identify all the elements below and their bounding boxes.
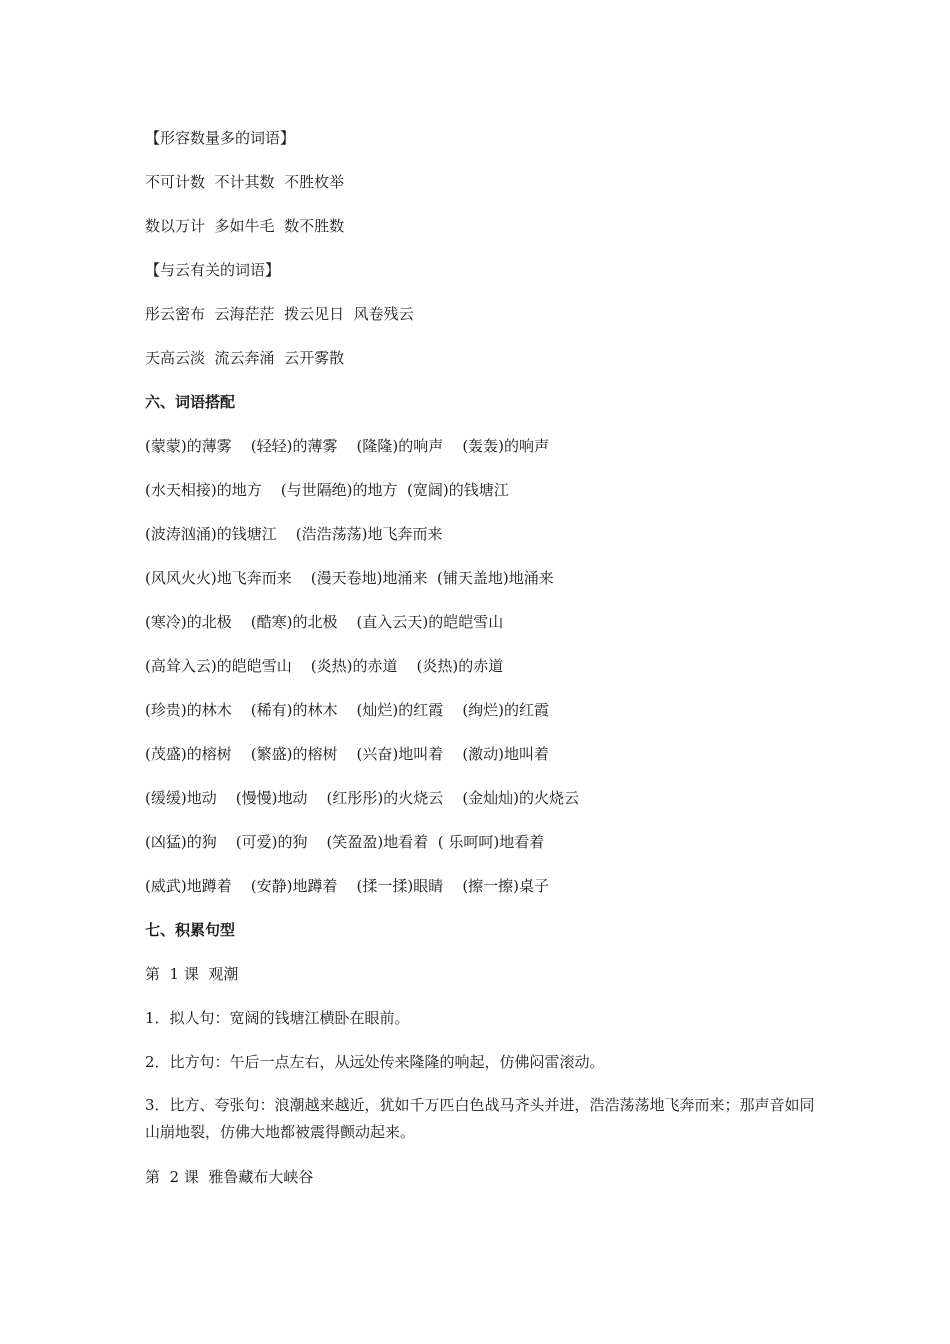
collocation-line: (缓缓)地动 (慢慢)地动 (红彤彤)的火烧云 (金灿灿)的火烧云 <box>145 789 580 807</box>
text-line: 数以万计 多如牛毛 数不胜数 <box>145 217 345 235</box>
collocation-line: (凶猛)的狗 (可爱)的狗 (笑盈盈)地看着 ( 乐呵呵)地看着 <box>145 833 545 851</box>
collocation-line: (高耸入云)的皑皑雪山 (炎热)的赤道 (炎热)的赤道 <box>145 657 504 675</box>
document-page <box>145 124 815 1207</box>
heading-quantity-words: 【形容数量多的词语】 <box>145 129 296 147</box>
sentence-item: 3．比方、夸张句：浪潮越来越近，犹如千万匹白色战马齐头并进，浩浩荡荡地飞奔而来；那声音如同山崩地裂，仿佛大地都被震得颤动起来。 <box>145 1096 815 1141</box>
collocation-line: (蒙蒙)的薄雾 (轻轻)的薄雾 (隆隆)的响声 (轰轰)的响声 <box>145 437 550 455</box>
section-heading-sentence-patterns: 七、积累句型 <box>145 921 236 939</box>
text-line: 不可计数 不计其数 不胜枚举 <box>145 173 345 191</box>
heading-cloud-words: 【与云有关的词语】 <box>145 261 281 279</box>
collocation-line: (茂盛)的榕树 (繁盛)的榕树 (兴奋)地叫着 (激动)地叫着 <box>145 745 550 763</box>
collocation-line: (寒冷)的北极 (酷寒)的北极 (直入云天)的皑皑雪山 <box>145 613 504 631</box>
collocation-line: (珍贵)的林木 (稀有)的林木 (灿烂)的红霞 (绚烂)的红霞 <box>145 701 550 719</box>
lesson-title: 第 1 课 观潮 <box>145 965 239 983</box>
text-line: 彤云密布 云海茫茫 拨云见日 风卷残云 <box>145 305 414 323</box>
collocation-line: (水天相接)的地方 (与世隔绝)的地方 (宽阔)的钱塘江 <box>145 481 509 499</box>
sentence-item: 2．比方句：午后一点左右，从远处传来隆隆的响起，仿佛闷雷滚动。 <box>145 1053 605 1071</box>
sentence-item: 1．拟人句：宽阔的钱塘江横卧在眼前。 <box>145 1009 410 1027</box>
collocation-line: (风风火火)地飞奔而来 (漫天卷地)地涌来 (铺天盖地)地涌来 <box>145 569 554 587</box>
text-line: 天高云淡 流云奔涌 云开雾散 <box>145 349 345 367</box>
collocation-line: (波涛汹涌)的钱塘江 (浩浩荡荡)地飞奔而来 <box>145 525 443 543</box>
section-heading-word-collocation: 六、词语搭配 <box>145 393 236 411</box>
lesson-title: 第 2 课 雅鲁藏布大峡谷 <box>145 1168 314 1186</box>
collocation-line: (威武)地蹲着 (安静)地蹲着 (揉一揉)眼睛 (擦一擦)桌子 <box>145 877 550 895</box>
